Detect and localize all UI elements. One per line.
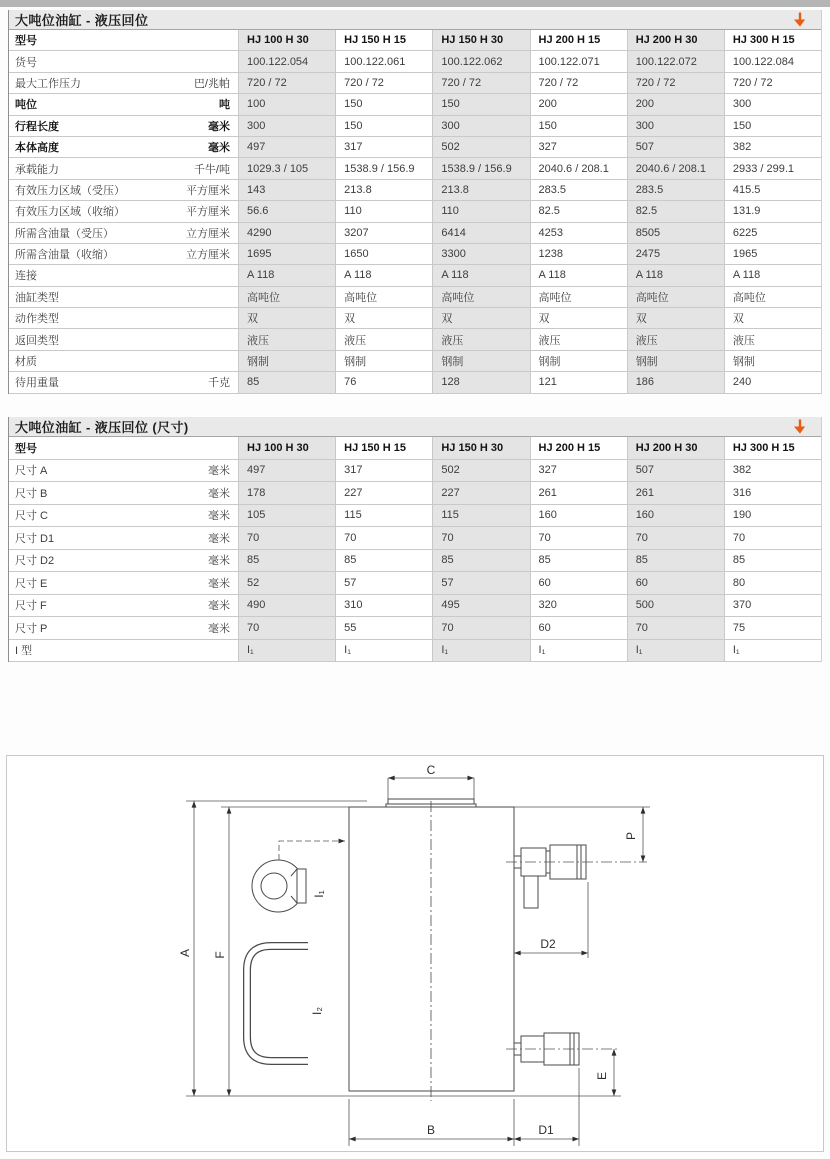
value-cell: 160 [530, 505, 627, 527]
row-unit: 毫米 [208, 465, 230, 478]
row-unit: 毫米 [208, 510, 230, 523]
row-label-cell [9, 572, 238, 594]
value-cell: 300 [627, 116, 724, 136]
value-cell: 200 [530, 94, 627, 114]
value-cell: 300 [724, 94, 821, 114]
value-cell: 70 [432, 617, 529, 639]
value-cell: 70 [530, 527, 627, 549]
value-cell: 1965 [724, 244, 821, 264]
value-cell: 2040.6 / 208.1 [627, 158, 724, 178]
value-cell: 150 [530, 116, 627, 136]
value-cell: 100.122.061 [335, 51, 432, 71]
value-cell: I₁ [530, 640, 627, 662]
row-label: 返回类型 [15, 334, 59, 347]
top-coupler [514, 845, 586, 908]
value-cell: 1029.3 / 105 [238, 158, 335, 178]
value-cell: 85 [530, 550, 627, 572]
value-cell: 56.6 [238, 201, 335, 221]
row-label-cell [9, 460, 238, 482]
row-unit: 毫米 [208, 487, 230, 500]
row-label-cell [9, 372, 238, 392]
row-unit: 巴/兆帕 [193, 77, 230, 90]
value-cell: 75 [724, 617, 821, 639]
value-cell: 高吨位 [724, 287, 821, 307]
dim-label-D1: D1 [538, 1123, 554, 1137]
model-header-cell: HJ 150 H 15 [335, 437, 432, 459]
value-cell: 双 [627, 308, 724, 328]
value-cell: 85 [627, 550, 724, 572]
row-label: 动作类型 [15, 313, 59, 326]
table-row [9, 460, 821, 483]
model-row-label: 型号 [15, 35, 37, 48]
value-cell: 双 [238, 308, 335, 328]
value-cell: 6414 [432, 223, 529, 243]
row-label: 尺寸 D2 [15, 555, 55, 568]
download-arrow-icon[interactable] [793, 419, 807, 435]
row-label: 所需含油量（受压） [15, 227, 114, 240]
value-cell: 1650 [335, 244, 432, 264]
row-label-cell [9, 223, 238, 243]
row-label: 尺寸 F [15, 600, 47, 613]
value-cell: 300 [432, 116, 529, 136]
dim-label-A: A [178, 948, 192, 958]
value-cell: 82.5 [530, 201, 627, 221]
row-label: 连接 [15, 270, 37, 283]
section-title-bar [9, 417, 821, 437]
value-cell: 190 [724, 505, 821, 527]
value-cell: A 118 [627, 265, 724, 285]
value-cell: 178 [238, 482, 335, 504]
row-unit: 毫米 [208, 600, 230, 613]
value-cell: 高吨位 [530, 287, 627, 307]
value-cell: I₁ [432, 640, 529, 662]
value-cell: 495 [432, 595, 529, 617]
value-cell: 720 / 72 [530, 73, 627, 93]
value-cell: 1695 [238, 244, 335, 264]
table-row [9, 223, 821, 244]
value-cell: 502 [432, 460, 529, 482]
value-cell: 110 [335, 201, 432, 221]
model-header-cell: HJ 150 H 30 [432, 30, 529, 50]
value-cell: 240 [724, 372, 821, 392]
value-cell: 钢制 [724, 351, 821, 371]
row-label: 行程长度 [15, 120, 59, 133]
value-cell: 150 [724, 116, 821, 136]
value-cell: 382 [724, 460, 821, 482]
value-cell: 100.122.062 [432, 51, 529, 71]
value-cell: 3207 [335, 223, 432, 243]
value-cell: 钢制 [627, 351, 724, 371]
value-cell: 382 [724, 137, 821, 157]
row-unit: 千牛/吨 [193, 163, 230, 176]
row-label-cell [9, 73, 238, 93]
value-cell: 115 [335, 505, 432, 527]
value-cell: 1538.9 / 156.9 [432, 158, 529, 178]
row-unit: 千克 [208, 377, 230, 390]
value-cell: 316 [724, 482, 821, 504]
row-label-cell [9, 595, 238, 617]
value-cell: 150 [432, 94, 529, 114]
table-header-row [9, 437, 821, 460]
value-cell: 128 [432, 372, 529, 392]
dimensions-table [9, 437, 821, 662]
table-row [9, 351, 821, 372]
table-row [9, 116, 821, 137]
value-cell: 85 [238, 550, 335, 572]
model-header-cell: HJ 200 H 30 [627, 30, 724, 50]
row-label-cell [9, 640, 238, 662]
row-label-cell [9, 265, 238, 285]
row-label: 货号 [15, 56, 37, 69]
row-label: 尺寸 P [15, 622, 48, 635]
value-cell: 100.122.071 [530, 51, 627, 71]
model-header-cell: HJ 200 H 30 [627, 437, 724, 459]
row-label: 待用重量 [15, 377, 59, 390]
row-unit: 毫米 [208, 142, 230, 155]
value-cell: 720 / 72 [432, 73, 529, 93]
value-cell: 双 [335, 308, 432, 328]
row-unit: 立方厘米 [186, 227, 230, 240]
value-cell: 液压 [432, 329, 529, 349]
value-cell: 57 [432, 572, 529, 594]
value-cell: 283.5 [627, 180, 724, 200]
table-row [9, 595, 821, 618]
value-cell: 70 [627, 617, 724, 639]
value-cell: 213.8 [432, 180, 529, 200]
value-cell: 143 [238, 180, 335, 200]
table-row [9, 482, 821, 505]
value-cell: 高吨位 [238, 287, 335, 307]
value-cell: 150 [335, 94, 432, 114]
lifting-eye-outer [252, 860, 304, 912]
value-cell: 70 [724, 527, 821, 549]
value-cell: 327 [530, 137, 627, 157]
i1-pointer-line [279, 841, 345, 860]
row-label: 尺寸 A [15, 465, 48, 478]
value-cell: 720 / 72 [238, 73, 335, 93]
value-cell: 双 [530, 308, 627, 328]
value-cell: 1538.9 / 156.9 [335, 158, 432, 178]
row-label: 尺寸 B [15, 487, 48, 500]
row-label: 有效压力区域（受压） [15, 184, 125, 197]
value-cell: A 118 [335, 265, 432, 285]
row-label-cell [9, 617, 238, 639]
row-label-cell [9, 180, 238, 200]
table-row [9, 329, 821, 350]
row-label: 有效压力区域（收缩） [15, 206, 125, 219]
row-label-cell [9, 137, 238, 157]
value-cell: 70 [238, 527, 335, 549]
value-cell: 双 [432, 308, 529, 328]
table-row [9, 201, 821, 222]
section-specs [8, 10, 822, 394]
value-cell: 85 [724, 550, 821, 572]
value-cell: 6225 [724, 223, 821, 243]
value-cell: 500 [627, 595, 724, 617]
table-row [9, 265, 821, 286]
specs-table [9, 30, 821, 394]
table-row [9, 617, 821, 640]
value-cell: 85 [238, 372, 335, 392]
row-label: 尺寸 E [15, 577, 48, 590]
value-cell: 320 [530, 595, 627, 617]
value-cell: A 118 [432, 265, 529, 285]
value-cell: 2933 / 299.1 [724, 158, 821, 178]
value-cell: 100.122.072 [627, 51, 724, 71]
row-unit: 毫米 [208, 577, 230, 590]
row-label-cell [9, 482, 238, 504]
value-cell: 76 [335, 372, 432, 392]
section-dimensions [8, 417, 822, 662]
row-label: 承载能力 [15, 163, 59, 176]
table-row [9, 640, 821, 663]
dim-label-C: C [426, 763, 436, 777]
value-cell: 1238 [530, 244, 627, 264]
value-cell: 105 [238, 505, 335, 527]
value-cell: 2040.6 / 208.1 [530, 158, 627, 178]
table-row [9, 158, 821, 179]
row-unit: 毫米 [208, 555, 230, 568]
value-cell: 261 [530, 482, 627, 504]
value-cell: I₁ [724, 640, 821, 662]
row-label-cell [9, 505, 238, 527]
value-cell: 82.5 [627, 201, 724, 221]
value-cell: 115 [432, 505, 529, 527]
model-header-cell: HJ 100 H 30 [238, 437, 335, 459]
value-cell: 55 [335, 617, 432, 639]
model-header-cell: HJ 150 H 15 [335, 30, 432, 50]
value-cell: A 118 [530, 265, 627, 285]
value-cell: 227 [432, 482, 529, 504]
value-cell: 4290 [238, 223, 335, 243]
value-cell: 52 [238, 572, 335, 594]
value-cell: 高吨位 [627, 287, 724, 307]
dim-label-E: E [595, 1071, 609, 1081]
row-label-cell [9, 287, 238, 307]
value-cell: 3300 [432, 244, 529, 264]
value-cell: 490 [238, 595, 335, 617]
value-cell: 720 / 72 [335, 73, 432, 93]
value-cell: 283.5 [530, 180, 627, 200]
value-cell: 720 / 72 [724, 73, 821, 93]
page-top-strip [0, 0, 830, 7]
value-cell: 70 [432, 527, 529, 549]
row-label-cell [9, 308, 238, 328]
value-cell: 57 [335, 572, 432, 594]
section-title: 大吨位油缸 - 液压回位 (尺寸) [15, 420, 189, 435]
value-cell: 502 [432, 137, 529, 157]
table-row [9, 73, 821, 94]
value-cell: A 118 [724, 265, 821, 285]
row-label: 本体高度 [15, 142, 59, 155]
value-cell: 液压 [724, 329, 821, 349]
row-label: 油缸类型 [15, 291, 59, 304]
dim-label-F: F [213, 951, 227, 959]
row-unit: 毫米 [208, 532, 230, 545]
value-cell: 186 [627, 372, 724, 392]
row-label-cell [9, 201, 238, 221]
value-cell: 507 [627, 137, 724, 157]
value-cell: I₁ [335, 640, 432, 662]
value-cell: 80 [724, 572, 821, 594]
table-row [9, 372, 821, 393]
row-label: 尺寸 D1 [15, 532, 55, 545]
value-cell: 高吨位 [432, 287, 529, 307]
value-cell: 60 [627, 572, 724, 594]
value-cell: 70 [238, 617, 335, 639]
value-cell: 131.9 [724, 201, 821, 221]
value-cell: 60 [530, 617, 627, 639]
row-label-cell [9, 51, 238, 71]
value-cell: I₁ [627, 640, 724, 662]
value-cell: 100 [238, 94, 335, 114]
model-header-cell: HJ 200 H 15 [530, 437, 627, 459]
carry-handle [247, 946, 308, 1061]
row-unit: 毫米 [208, 120, 230, 133]
value-cell: 415.5 [724, 180, 821, 200]
value-cell: 261 [627, 482, 724, 504]
lifting-eye-plate [297, 869, 306, 903]
row-unit: 平方厘米 [186, 206, 230, 219]
value-cell: 497 [238, 460, 335, 482]
table-row [9, 51, 821, 72]
value-cell: 121 [530, 372, 627, 392]
row-label-cell [9, 351, 238, 371]
table-row [9, 137, 821, 158]
value-cell: 370 [724, 595, 821, 617]
value-cell: I₁ [238, 640, 335, 662]
table-row [9, 527, 821, 550]
value-cell: 227 [335, 482, 432, 504]
table-row [9, 505, 821, 528]
dim-label-D2: D2 [540, 937, 556, 951]
model-column-label-cell [9, 30, 238, 50]
row-label: 最大工作压力 [15, 77, 81, 90]
value-cell: 327 [530, 460, 627, 482]
row-unit: 毫米 [208, 622, 230, 635]
value-cell: 4253 [530, 223, 627, 243]
table-row [9, 550, 821, 573]
table-row [9, 308, 821, 329]
model-column-label-cell [9, 437, 238, 459]
row-label: I 型 [15, 645, 33, 658]
value-cell: 497 [238, 137, 335, 157]
value-cell: 317 [335, 137, 432, 157]
value-cell: 液压 [627, 329, 724, 349]
value-cell: 213.8 [335, 180, 432, 200]
value-cell: 钢制 [335, 351, 432, 371]
row-unit: 平方厘米 [186, 184, 230, 197]
table-row [9, 180, 821, 201]
value-cell: 钢制 [432, 351, 529, 371]
dim-label-B: B [426, 1123, 436, 1137]
row-label-cell [9, 244, 238, 264]
model-header-cell: HJ 300 H 15 [724, 437, 821, 459]
table-header-row [9, 30, 821, 51]
value-cell: 317 [335, 460, 432, 482]
value-cell: 200 [627, 94, 724, 114]
value-cell: 60 [530, 572, 627, 594]
value-cell: 70 [627, 527, 724, 549]
dim-label-P: P [624, 831, 638, 841]
cylinder-drawing [7, 756, 823, 1151]
row-label: 材质 [15, 356, 37, 369]
value-cell: 150 [335, 116, 432, 136]
value-cell: 液压 [238, 329, 335, 349]
model-row-label: 型号 [15, 442, 37, 455]
value-cell: 70 [335, 527, 432, 549]
value-cell: 双 [724, 308, 821, 328]
value-cell: 100.122.084 [724, 51, 821, 71]
value-cell: 100.122.054 [238, 51, 335, 71]
row-label-cell [9, 550, 238, 572]
row-label-cell [9, 329, 238, 349]
model-header-cell: HJ 150 H 30 [432, 437, 529, 459]
cylinder-body [349, 807, 514, 1091]
table-row [9, 287, 821, 308]
dim-label-I2: I₂ [310, 1007, 324, 1015]
value-cell: 液压 [335, 329, 432, 349]
value-cell: 85 [432, 550, 529, 572]
row-label-cell [9, 94, 238, 114]
value-cell: 160 [627, 505, 724, 527]
row-label-cell [9, 527, 238, 549]
value-cell: A 118 [238, 265, 335, 285]
row-unit: 立方厘米 [186, 249, 230, 262]
value-cell: 310 [335, 595, 432, 617]
value-cell: 85 [335, 550, 432, 572]
row-label-cell [9, 158, 238, 178]
model-header-cell: HJ 200 H 15 [530, 30, 627, 50]
value-cell: 2475 [627, 244, 724, 264]
model-header-cell: HJ 300 H 15 [724, 30, 821, 50]
table-row [9, 94, 821, 115]
model-header-cell: HJ 100 H 30 [238, 30, 335, 50]
row-label: 吨位 [15, 99, 37, 112]
row-label: 所需含油量（收缩） [15, 249, 114, 262]
value-cell: 720 / 72 [627, 73, 724, 93]
section-title: 大吨位油缸 - 液压回位 [15, 13, 149, 28]
row-label: 尺寸 C [15, 510, 48, 523]
value-cell: 110 [432, 201, 529, 221]
table-row [9, 572, 821, 595]
section-title-bar [9, 10, 821, 30]
row-label-cell [9, 116, 238, 136]
dim-label-I1: I₁ [312, 890, 326, 898]
value-cell: 8505 [627, 223, 724, 243]
value-cell: 液压 [530, 329, 627, 349]
download-arrow-icon[interactable] [793, 12, 807, 28]
value-cell: 507 [627, 460, 724, 482]
value-cell: 钢制 [238, 351, 335, 371]
table-row [9, 244, 821, 265]
row-unit: 吨 [219, 99, 230, 112]
value-cell: 钢制 [530, 351, 627, 371]
value-cell: 高吨位 [335, 287, 432, 307]
technical-drawing-panel [6, 755, 824, 1152]
value-cell: 300 [238, 116, 335, 136]
